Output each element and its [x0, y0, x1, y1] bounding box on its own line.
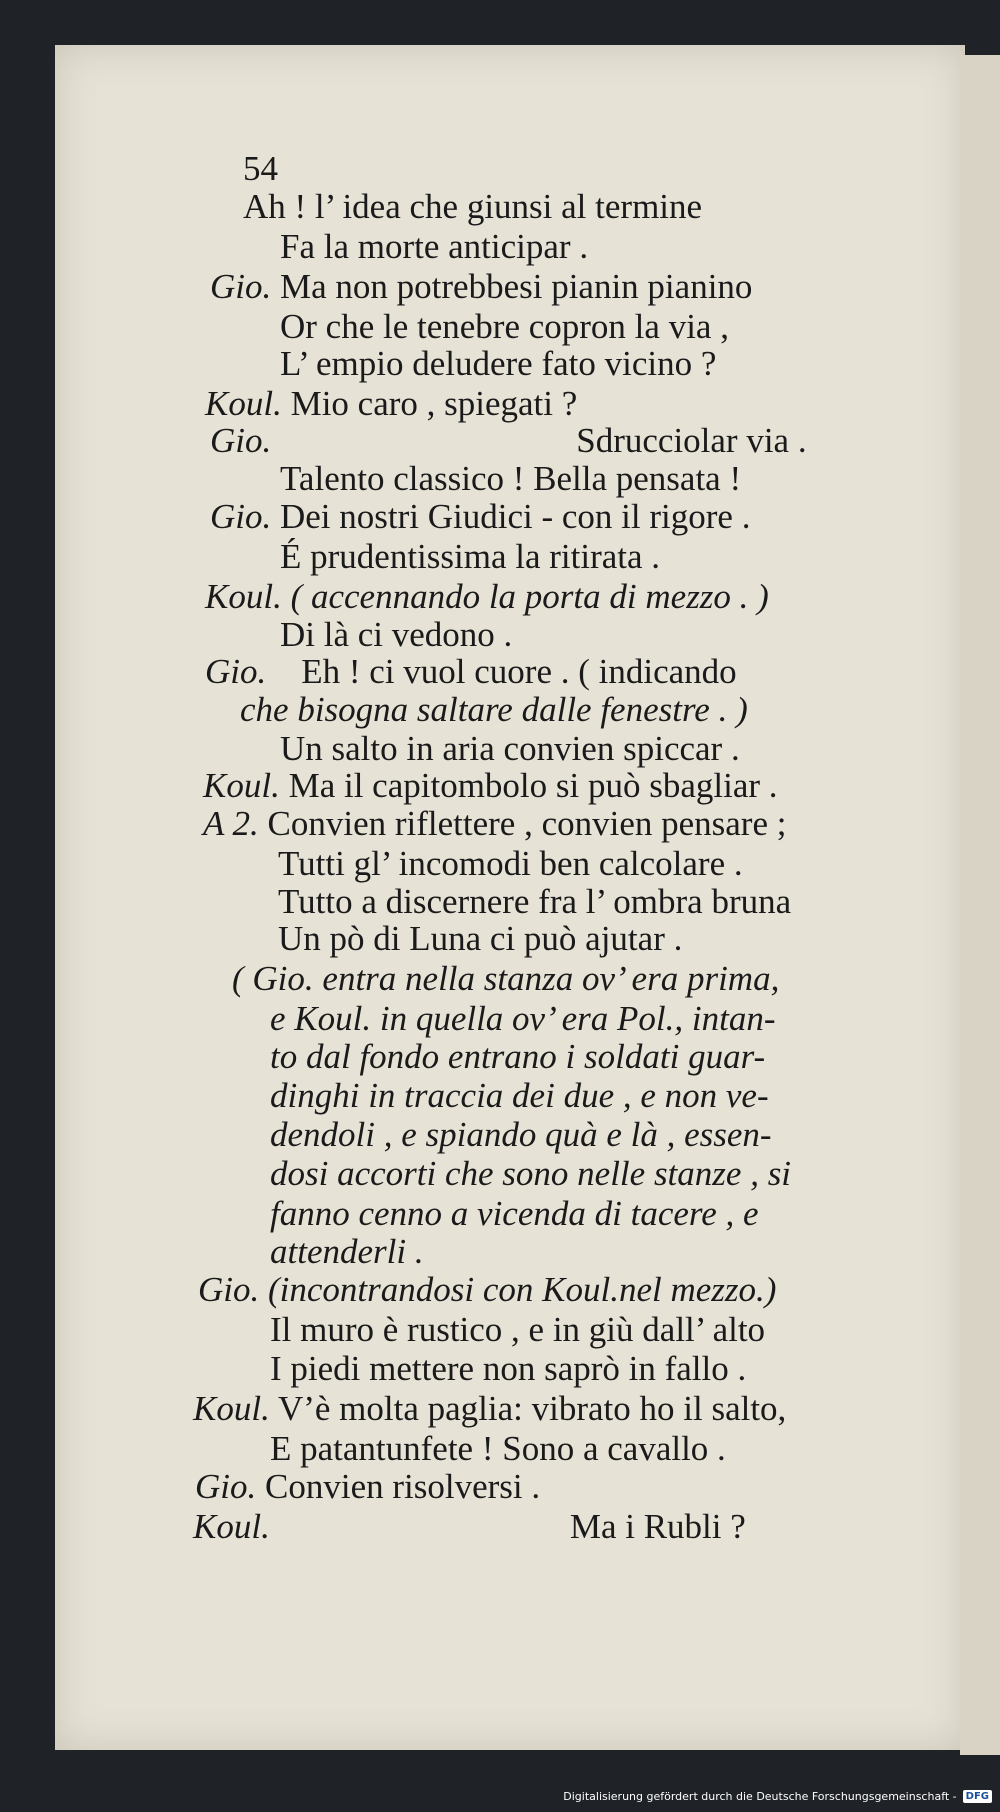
line-text: Ah ! l’ idea che giunsi al termine: [243, 187, 703, 226]
line-text: Eh ! ci vuol cuore . ( indicando: [301, 652, 737, 691]
line-13: [205, 653, 737, 691]
line-30: [270, 1311, 765, 1349]
line-22: [270, 1000, 775, 1038]
line-33: [270, 1430, 726, 1468]
speaker: Gio.: [198, 1270, 260, 1309]
line-27: [270, 1195, 759, 1233]
line-text: Ma i Rubli ?: [569, 1507, 746, 1546]
line-text: Convien riflettere , convien pensare ;: [267, 804, 787, 843]
line-text: É prudentissima la ritirata .: [280, 537, 661, 576]
line-29: [198, 1271, 776, 1309]
line-text: dosi accorti che sono nelle stanze , si: [270, 1154, 792, 1193]
line-31: [270, 1350, 746, 1388]
line-text: (incontrandosi con Koul.nel mezzo.): [268, 1270, 777, 1309]
dfg-logo-icon: DFG: [963, 1790, 992, 1803]
line-34: [195, 1468, 540, 1506]
line-12: [280, 616, 512, 654]
line-2: [280, 228, 588, 266]
line-32: [193, 1390, 786, 1428]
speaker: Koul.: [205, 577, 282, 616]
speaker: Gio.: [205, 652, 267, 691]
line-text: Mio caro , spiegati ?: [290, 384, 578, 423]
line-text: dinghi in traccia dei due , e non ve-: [270, 1076, 769, 1115]
line-text: Sdrucciolar via .: [576, 421, 807, 460]
line-8: [280, 460, 741, 498]
line-text: Un salto in aria convien spiccar .: [280, 729, 740, 768]
line-17: [203, 805, 786, 843]
adjacent-page-edge: [960, 55, 1000, 1755]
speaker: Gio.: [195, 1467, 257, 1506]
line-1: [243, 188, 702, 226]
line-text: Ma non potrebbesi pianin pianino: [280, 267, 753, 306]
line-7: [210, 422, 807, 460]
digitization-footer: [563, 1786, 992, 1806]
line-text: che bisogna saltare dalle fenestre . ): [240, 690, 748, 729]
line-20: [278, 920, 682, 958]
line-11: [205, 578, 769, 616]
line-text: Or che le tenebre copron la via ,: [280, 307, 729, 346]
speaker: Gio.: [210, 421, 272, 460]
line-text: ( Gio. entra nella stanza ov’ era prima,: [232, 959, 780, 998]
line-text: E patantunfete ! Sono a cavallo .: [270, 1429, 726, 1468]
line-text: Tutti gl’ incomodi ben calcolare .: [278, 844, 743, 883]
line-text: fanno cenno a vicenda di tacere , e: [270, 1194, 759, 1233]
line-text: I piedi mettere non saprò in fallo .: [270, 1349, 747, 1388]
line-text: Dei nostri Giudici - con il rigore .: [280, 497, 751, 536]
line-text: ( accennando la porta di mezzo . ): [290, 577, 769, 616]
line-text: attenderli .: [270, 1232, 424, 1271]
line-6: [205, 385, 577, 423]
line-text: to dal fondo entrano i soldati guar-: [270, 1037, 766, 1076]
page-number: 54: [243, 149, 278, 188]
line-text: Talento classico ! Bella pensata !: [280, 459, 742, 498]
line-28: [270, 1233, 424, 1271]
line-21: [232, 960, 779, 998]
line-14: [240, 691, 748, 729]
line-24: [270, 1077, 769, 1115]
line-text: dendoli , e spiando quà e là , essen-: [270, 1115, 772, 1154]
line-4: [280, 308, 729, 346]
speaker: Koul.: [193, 1389, 270, 1428]
speaker: Koul.: [193, 1507, 270, 1546]
line-text: e Koul. in quella ov’ era Pol., intan-: [270, 999, 776, 1038]
line-text: V’è molta paglia: vibrato ho il salto,: [277, 1389, 787, 1428]
speaker: Koul.: [203, 766, 280, 805]
line-text: Ma il capitombolo si può sbagliar .: [288, 766, 778, 805]
line-35: [193, 1508, 746, 1546]
line-15: [280, 730, 740, 768]
line-text: Convien risolversi .: [265, 1467, 541, 1506]
line-9: [210, 498, 750, 536]
line-25: [270, 1116, 772, 1154]
line-text: Un pò di Luna ci può ajutar .: [278, 919, 683, 958]
line-5: [280, 345, 716, 383]
line-10: [280, 538, 660, 576]
footer-text: Digitalisierung gefördert durch die Deutsche Forschungsgemeinschaft -: [563, 1789, 957, 1803]
line-26: [270, 1155, 791, 1193]
line-16: [203, 767, 778, 805]
line-18: [278, 845, 743, 883]
line-23: [270, 1038, 765, 1076]
line-3: [210, 268, 752, 306]
speaker: Gio.: [210, 267, 272, 306]
speaker: A 2.: [203, 804, 259, 843]
speaker: Koul.: [205, 384, 282, 423]
speaker: Gio.: [210, 497, 272, 536]
line-19: [278, 883, 791, 921]
line-text: Di là ci vedono .: [280, 615, 513, 654]
line-text: L’ empio deludere fato vicino ?: [280, 344, 717, 383]
line-text: Tutto a discernere fra l’ ombra bruna: [278, 882, 792, 921]
line-text: Fa la morte anticipar .: [280, 227, 589, 266]
line-text: Il muro è rustico , e in giù dall’ alto: [270, 1310, 766, 1349]
